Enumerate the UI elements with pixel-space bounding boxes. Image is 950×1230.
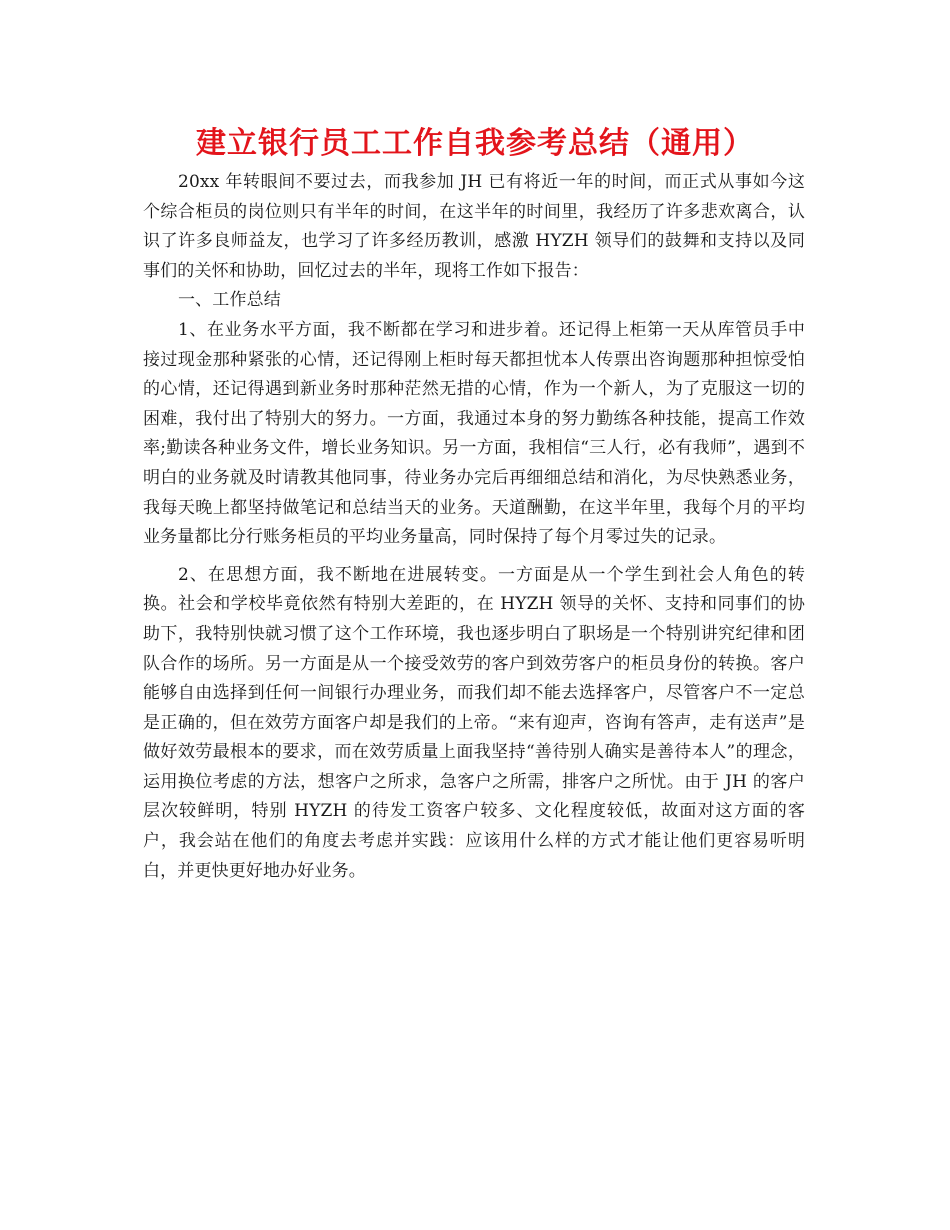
document-title: 建立银行员工工作自我参考总结（通用） [196, 126, 754, 161]
section-heading-work-summary: 一、工作总结 [178, 290, 281, 311]
paragraph-thinking: 2、在思想方面，我不断地在进展转变。一方面是从一个学生到社会人角色的转换。社会和学校毕竟依然有特别大差距的，在 HYZH 领导的关怀、支持和同事们的协助下，我特别快就习惯了这个工作环境，我也逐步明白了职场是一个特别讲究纪律和团队合作的场所。另一方面是从一个接受效劳的客户到效劳客户的柜员身份的转换。客户能够自由选择到任何一间银行办理业务，而我们却不能去选择客户，尽管客户不一定总是正确的，但在效劳方面客户却是我们的上帝。“来有迎声，咨询有答声，走有送声”是做好效劳最根本的要求，而在效劳质量上面我坚持“善待别人确实是善待本人”的理念，运用换位考虑的方法，想客户之所求，急客户之所需，排客户之所忧。由于 JH 的客户层次较鲜明，特别 HYZH 的待发工资客户较多、文化程度较低，故面对这方面的客户，我会站在他们的角度去考虑并实践：应该用什么样的方式才能让他们更容易听明白，并更快更好地办好业务。 [143, 564, 805, 881]
document-body [143, 168, 805, 886]
paragraph-business-level: 1、在业务水平方面，我不断都在学习和进步着。还记得上柜第一天从库管员手中接过现金那种紧张的心情，还记得刚上柜时每天都担忧本人传票出咨询题那种担惊受怕的心情，还记得遇到新业务时那种茫然无措的心情，作为一个新人，为了克服这一切的困难，我付出了特别大的努力。一方面，我通过本身的努力勤练各种技能，提高工作效率;勤读各种业务文件，增长业务知识。另一方面，我相信“三人行，必有我师”，遇到不明白的业务就及时请教其他同事，待业务办完后再细细总结和消化，为尽快熟悉业务，我每天晚上都坚持做笔记和总结当天的业务。天道酬勤，在这半年里，我每个月的平均业务量都比分行账务柜员的平均业务量高，同时保持了每个月零过失的记录。 [143, 319, 805, 548]
paragraph-intro: 20xx 年转眼间不要过去，而我参加 JH 已有将近一年的时间，而正式从事如今这个综合柜员的岗位则只有半年的时间，在这半年的时间里，我经历了许多悲欢离合，认识了许多良师益友，也学习了许多经历教训，感激 HYZH 领导们的鼓舞和支持以及同事们的关怀和协助，回忆过去的半年，现将工作如下报告： [143, 172, 805, 281]
